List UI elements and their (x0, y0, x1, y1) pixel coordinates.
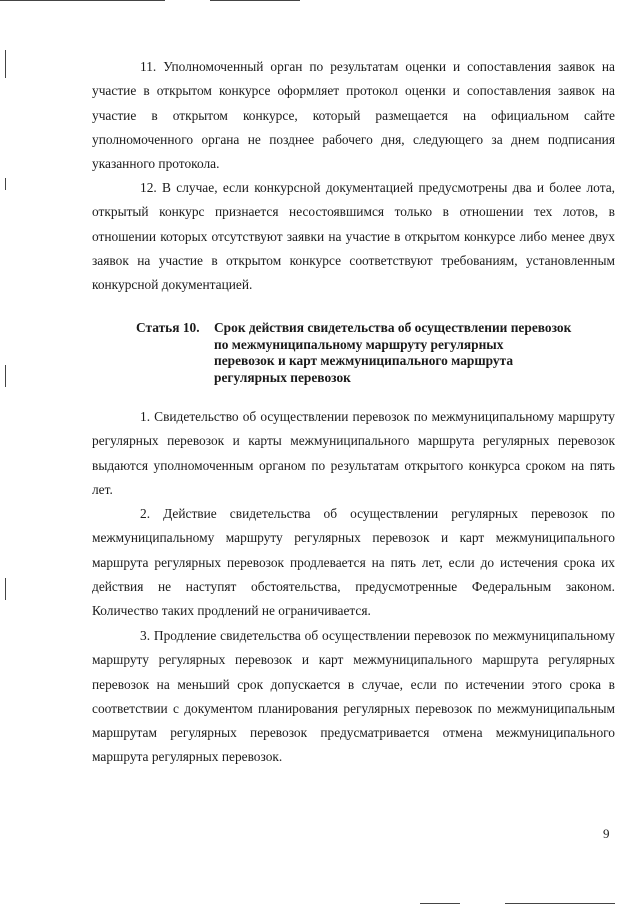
scan-left-margin-mark (5, 178, 6, 190)
article-title-line: перевозок и карт межмуниципального маршрута (214, 353, 514, 368)
article-title-line: регулярных перевозок (214, 369, 351, 385)
paragraph-11: 11. Уполномоченный орган по результатам оценки и сопоставления заявок на участие в открытом конкурсе оформляет протокол оценки и сопоставления заявок на участие в открытом конкурсе, который размещается на официальном сайте уполномоченного органа не позднее рабочего дня, следующего за днем подписания указанного протокола. (92, 59, 615, 172)
scan-top-edge-line (0, 0, 165, 1)
scan-left-margin-mark (5, 50, 6, 78)
page-number: 9 (603, 826, 610, 841)
paragraph-12: 12. В случае, если конкурсной документацией предусмотрены два и более лота, открытый конкурс признается несостоявшимся только в отношении тех лотов, в отношении которых отсутствуют заявки на участие в открытом конкурсе либо менее двух заявок на участие в открытом конкурсе соответствуют требованиям, установленным конкурсной документацией. (92, 180, 615, 293)
article-paragraph-2: 2. Действие свидетельства об осуществлении регулярных перевозок по межмуниципальному маршруту регулярных перевозок и карт межмуниципального маршрута регулярных перевозок продлевается на пять лет, если до истечения срока их действия не наступят обстоятельства, предусмотренные Федеральным законом. Количество таких продлений не ограничивается. (92, 506, 615, 619)
scan-left-margin-mark (5, 578, 6, 600)
scan-top-edge-line (210, 0, 300, 1)
article-paragraph-3: 3. Продление свидетельства об осуществлении перевозок по межмуниципальному маршруту регулярных перевозок и карт межмуниципального маршрута регулярных перевозок на меньший срок допускается в случае, если по истечении этого срока в соответствии с документом планирования регулярных перевозок по межмуниципальным маршрутам регулярных перевозок предусматривается отмена межмуниципального маршрута регулярных перевозок. (92, 628, 615, 765)
scan-bottom-edge-line (505, 903, 615, 904)
article-title-line: по межмуниципальному маршруту регулярных (214, 336, 504, 352)
scan-left-margin-mark (5, 365, 6, 387)
article-number: Статья 10. (136, 320, 200, 335)
article-paragraph-1: 1. Свидетельство об осуществлении перевозок по межмуниципальному маршруту регулярных перевозок и карты межмуниципального маршрута регулярных перевозок выдаются уполномоченным органом по результатам открытого конкурса сроком на пять лет. (92, 409, 615, 497)
article-heading (136, 320, 606, 386)
article-title-line: Срок действия свидетельства об осуществлении перевозок (214, 320, 572, 335)
scan-bottom-edge-line (420, 903, 460, 904)
